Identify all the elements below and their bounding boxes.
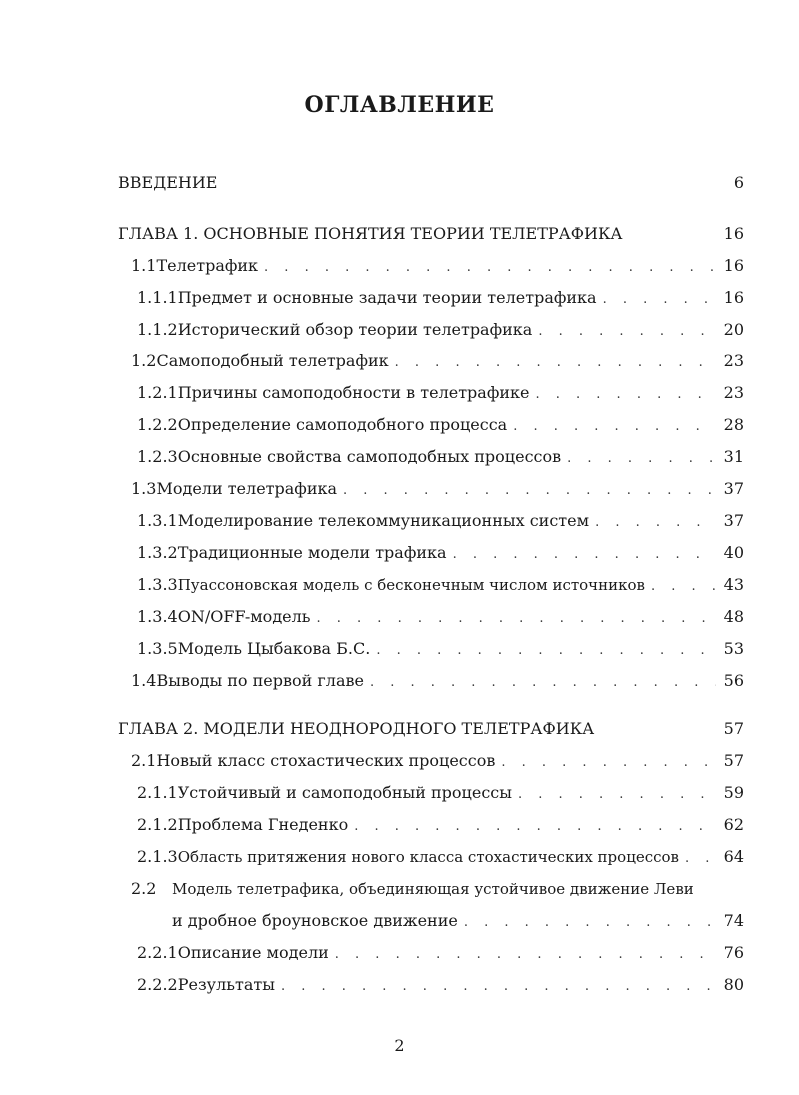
toc-dot-leader — [651, 576, 716, 598]
toc-entry-page: 6 — [733, 173, 744, 192]
toc-dot-leader — [464, 912, 716, 934]
toc-entry-title-continuation: и дробное броуновское движение — [172, 911, 458, 930]
toc-entry-1-3[interactable] — [131, 478, 744, 500]
toc-entry-title: Выводы по первой главе — [156, 671, 364, 690]
toc-entry-page: 37 — [723, 479, 744, 498]
toc-entry-title: Модели телетрафика — [156, 479, 338, 498]
toc-entry-number: 1.3.1 — [137, 511, 178, 530]
toc-entry-2-2-1[interactable] — [137, 942, 744, 964]
toc-dot-leader — [603, 289, 716, 311]
toc-entry-page: 48 — [723, 607, 744, 626]
toc-entry-page: 16 — [723, 256, 744, 275]
toc-dot-leader — [685, 848, 716, 870]
toc-entry-title: Модель телетрафика, объединяющая устойчивое движение Леви — [172, 880, 694, 898]
toc-dot-leader — [453, 544, 716, 566]
toc-entry-number: 1.3 — [131, 479, 157, 498]
toc-entry-number: 1.3.2 — [137, 543, 178, 562]
toc-entry-number: 1.3.4 — [137, 607, 178, 626]
toc-entry-page: 20 — [723, 320, 744, 339]
toc-entry-title: ON/OFF-модель — [177, 607, 311, 626]
toc-entry-page: 23 — [723, 383, 744, 402]
toc-entry-number: 2.1 — [131, 751, 157, 770]
toc-entry-title: Причины самоподобности в телетрафике — [177, 383, 530, 402]
page-title: ОГЛАВЛЕНИЕ — [304, 92, 495, 118]
toc-entry-page: 62 — [723, 815, 744, 834]
toc-entry-title: Основные свойства самоподобных процессов — [177, 447, 562, 466]
toc-entry-chapter-1[interactable] — [118, 223, 744, 245]
toc-entry-title: Результаты — [177, 975, 275, 994]
toc-entry-1-2-1[interactable] — [137, 382, 744, 404]
page-number: 2 — [394, 1036, 405, 1055]
toc-dot-leader — [376, 640, 716, 662]
toc-entry-title: Определение самоподобного процесса — [177, 415, 508, 434]
toc-entry-title: Область притяжения нового класса стохастических процессов — [177, 848, 679, 866]
toc-entry-number: 1.3.3 — [137, 575, 178, 594]
toc-dot-leader — [264, 257, 716, 279]
toc-entry-1-2-3[interactable] — [137, 446, 744, 468]
toc-dot-leader — [370, 672, 716, 694]
toc-entry-1-3-2[interactable] — [137, 542, 744, 564]
toc-dot-leader — [536, 384, 717, 406]
toc-entry-1-3-5[interactable] — [137, 638, 744, 660]
toc-entry-number: 1.1 — [131, 256, 157, 275]
toc-entry-title: Самоподобный телетрафик — [156, 351, 389, 370]
toc-entry-page: 28 — [723, 415, 744, 434]
toc-entry-page: 37 — [723, 511, 744, 530]
toc-entry-number: 1.2.2 — [137, 415, 178, 434]
toc-entry-page: 40 — [723, 543, 744, 562]
toc-entry-2-1-3[interactable] — [137, 846, 744, 868]
toc-entry-2-2-continuation[interactable] — [172, 910, 744, 932]
toc-entry-introduction[interactable] — [118, 172, 744, 194]
toc-entry-title: Пуассоновская модель с бесконечным числом источников — [177, 576, 645, 594]
toc-entry-number: 2.1.3 — [137, 847, 178, 866]
toc-dot-leader — [567, 448, 716, 470]
toc-dot-leader — [354, 816, 716, 838]
toc-dot-leader — [395, 352, 716, 374]
toc-dot-leader — [335, 944, 716, 966]
toc-entry-2-1-1[interactable] — [137, 782, 744, 804]
toc-entry-1-3-3[interactable] — [137, 574, 744, 596]
toc-entry-page: 16 — [723, 288, 744, 307]
toc-entry-1-1-2[interactable] — [137, 319, 744, 341]
toc-entry-1-2[interactable] — [131, 350, 744, 372]
toc-entry-chapter-2[interactable] — [118, 718, 744, 740]
toc-entry-number: 2.2.1 — [137, 943, 178, 962]
toc-entry-title: Телетрафик — [156, 256, 259, 275]
toc-entry-title: Модель Цыбакова Б.С. — [177, 639, 371, 658]
toc-dot-leader — [501, 752, 716, 774]
toc-entry-number: 2.2.2 — [137, 975, 178, 994]
toc-entry-number: 1.2.3 — [137, 447, 178, 466]
toc-entry-number: 1.1.2 — [137, 320, 178, 339]
toc-entry-title: Проблема Гнеденко — [177, 815, 349, 834]
toc-entry-2-1[interactable] — [131, 750, 744, 772]
toc-entry-page: 80 — [723, 975, 744, 994]
toc-dot-leader — [281, 976, 716, 998]
toc-entry-2-2-2[interactable] — [137, 974, 744, 996]
toc-entry-title: Исторический обзор теории телетрафика — [177, 320, 533, 339]
toc-entry-number: 1.4 — [131, 671, 157, 690]
toc-entry-page: 23 — [723, 351, 744, 370]
toc-dot-leader — [343, 480, 716, 502]
toc-entry-page: 16 — [723, 224, 744, 243]
toc-entry-page: 56 — [723, 671, 744, 690]
toc-entry-number: 2.1.1 — [137, 783, 178, 802]
toc-entry-number: 1.2 — [131, 351, 157, 370]
toc-entry-page: 43 — [723, 575, 744, 594]
toc-entry-1-1-1[interactable] — [137, 287, 744, 309]
toc-entry-number: 1.2.1 — [137, 383, 178, 402]
toc-entry-page: 31 — [723, 447, 744, 466]
toc-dot-leader — [595, 512, 716, 534]
toc-entry-title: Предмет и основные задачи теории телетрафика — [177, 288, 597, 307]
toc-entry-title: Моделирование телекоммуникационных систем — [177, 511, 590, 530]
toc-dot-leader — [518, 784, 716, 806]
toc-entry-number: 1.3.5 — [137, 639, 178, 658]
toc-entry-2-1-2[interactable] — [137, 814, 744, 836]
toc-entry-2-2[interactable] — [131, 878, 744, 900]
toc-entry-title: ГЛАВА 1. ОСНОВНЫЕ ПОНЯТИЯ ТЕОРИИ ТЕЛЕТРАФИКА — [118, 224, 623, 243]
toc-entry-number: 2.1.2 — [137, 815, 178, 834]
toc-entry-page: 74 — [723, 911, 744, 930]
toc-entry-page: 64 — [723, 847, 744, 866]
toc-entry-1-3-1[interactable] — [137, 510, 744, 532]
toc-entry-page: 59 — [723, 783, 744, 802]
toc-entry-1-2-2[interactable] — [137, 414, 744, 436]
toc-entry-1-4[interactable] — [131, 670, 744, 692]
toc-entry-title: ВВЕДЕНИЕ — [118, 173, 218, 192]
toc-dot-leader — [538, 321, 716, 343]
toc-entry-1-1[interactable] — [131, 255, 744, 277]
toc-entry-1-3-4[interactable] — [137, 606, 744, 628]
toc-entry-page: 57 — [723, 719, 744, 738]
toc-dot-leader — [513, 416, 716, 438]
toc-entry-page: 76 — [723, 943, 744, 962]
toc-entry-title: Устойчивый и самоподобный процессы — [177, 783, 512, 802]
toc-entry-page: 57 — [723, 751, 744, 770]
toc-entry-title: ГЛАВА 2. МОДЕЛИ НЕОДНОРОДНОГО ТЕЛЕТРАФИКА — [118, 719, 595, 738]
toc-entry-title: Традиционные модели трафика — [177, 543, 447, 562]
toc-entry-page: 53 — [723, 639, 744, 658]
toc-entry-title: Новый класс стохастических процессов — [156, 751, 496, 770]
toc-dot-leader — [317, 608, 716, 630]
toc-entry-number: 1.1.1 — [137, 288, 178, 307]
toc-entry-title: Описание модели — [177, 943, 329, 962]
toc-entry-number: 2.2 — [131, 879, 157, 898]
